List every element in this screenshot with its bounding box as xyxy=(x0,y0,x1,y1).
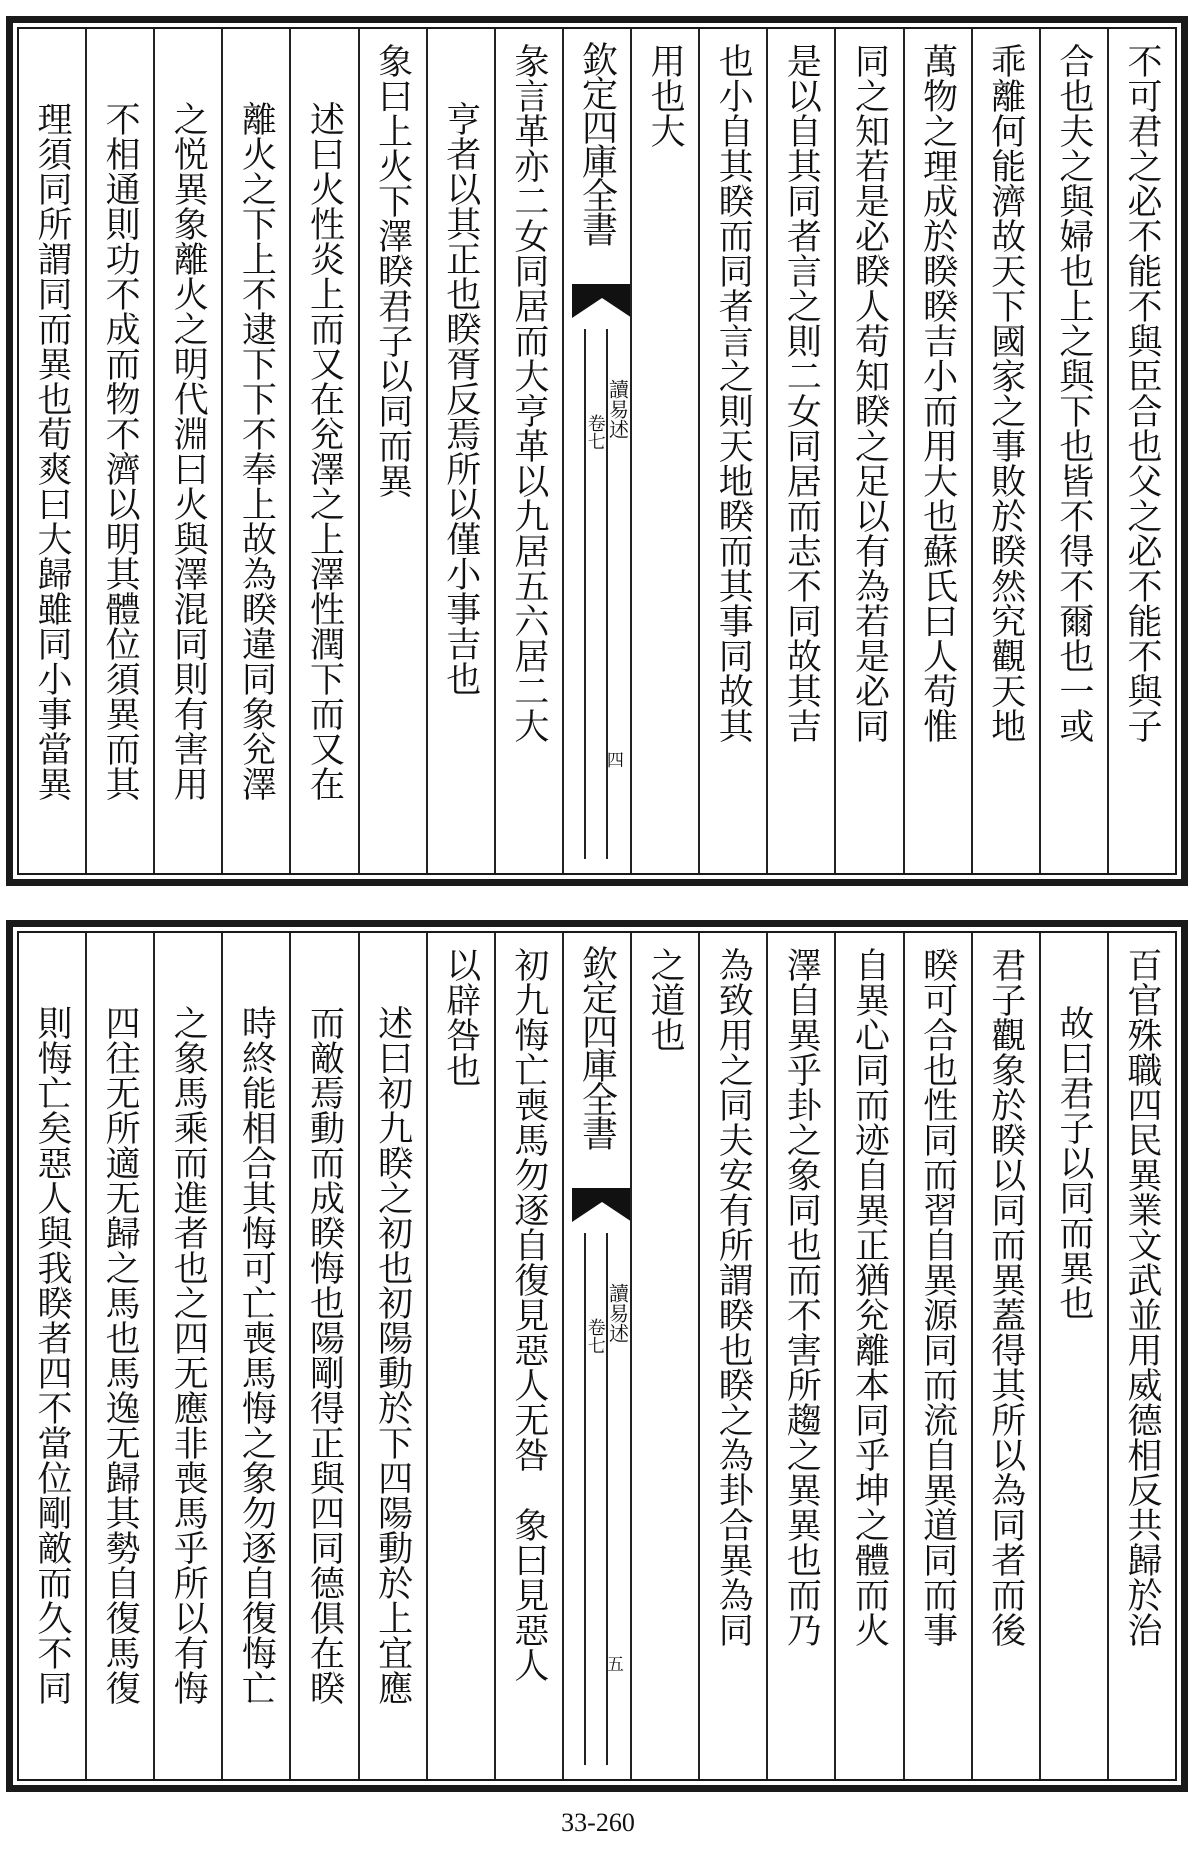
text-column xyxy=(426,933,494,1779)
column-text: 理須同所謂同而異也荀爽曰大歸雖同小事當異 xyxy=(31,101,72,801)
column-text: 離火之下上不逮下下不奉上故為睽違同象兊澤 xyxy=(236,101,277,801)
column-text: 之道也 xyxy=(645,947,686,1052)
column-text: 不相通則功不成而物不濟以明其體位須異而其 xyxy=(100,101,141,801)
center-fold-column xyxy=(562,933,630,1779)
column-text: 述曰火性炎上而又在兊澤之上澤性潤下而又在 xyxy=(304,101,345,801)
text-column xyxy=(698,29,766,873)
fold-rule xyxy=(584,1233,586,1765)
text-column xyxy=(766,933,834,1779)
column-text: 則悔亡矣惡人與我睽者四不當位剛敵而久不同 xyxy=(31,1005,72,1705)
volume-label: 卷七 xyxy=(584,414,606,450)
column-text: 述曰初九睽之初也初陽動於下四陽動於上宜應 xyxy=(372,1005,413,1705)
text-column xyxy=(834,933,902,1779)
column-text: 初九悔亡喪馬勿逐自復見惡人无咎 象曰見惡人 xyxy=(508,947,549,1682)
text-column xyxy=(630,933,698,1779)
book-title: 讀易述 xyxy=(605,1283,630,1343)
text-column xyxy=(358,933,426,1779)
text-column xyxy=(426,29,494,873)
volume-label: 卷七 xyxy=(584,1318,606,1354)
column-text: 彖言革亦二女同居而大亨革以九居五六居二大 xyxy=(508,43,549,743)
text-column xyxy=(698,933,766,1779)
center-fold-column xyxy=(562,29,630,873)
column-text: 百官殊職四民異業文武並用威德相反共歸於治 xyxy=(1121,947,1162,1647)
text-column xyxy=(1039,933,1107,1779)
text-column xyxy=(1107,933,1175,1779)
text-column xyxy=(494,29,562,873)
folio-number: 四 xyxy=(602,751,623,768)
text-column xyxy=(494,933,562,1779)
text-column xyxy=(630,29,698,873)
column-text: 四往无所適无歸之馬也馬逸无歸其勢自復馬復 xyxy=(100,1005,141,1705)
column-text: 之悦異象離火之明代淵曰火與澤混同則有害用 xyxy=(168,101,209,801)
column-text: 萬物之理成於睽睽吉小而用大也蘇氏曰人苟惟 xyxy=(917,43,958,743)
text-column xyxy=(903,933,971,1779)
fold-rule xyxy=(584,329,586,859)
text-column xyxy=(289,29,357,873)
text-column xyxy=(358,29,426,873)
text-column xyxy=(19,933,85,1779)
text-column xyxy=(221,933,289,1779)
column-text: 而敵焉動而成睽悔也陽剛得正與四同德俱在睽 xyxy=(304,1005,345,1705)
bottom-columns xyxy=(19,933,1175,1779)
fishtail-mark-icon xyxy=(572,284,630,318)
column-text: 也小自其睽而同者言之則天地睽而其事同故其 xyxy=(713,43,754,743)
book-series-title: 欽定四庫全書 xyxy=(576,945,618,1149)
column-text: 時終能相合其悔可亡喪馬悔之象勿逐自復悔亡 xyxy=(236,1005,277,1705)
column-text: 用也大 xyxy=(645,43,686,148)
text-column xyxy=(766,29,834,873)
fishtail-mark-icon xyxy=(572,1188,630,1222)
text-column xyxy=(221,29,289,873)
column-text: 合也夫之與婦也上之與下也皆不得不爾也一或 xyxy=(1053,43,1094,743)
column-text: 象曰上火下澤睽君子以同而異 xyxy=(372,43,413,498)
scan-page-number: 33-260 xyxy=(561,1808,635,1837)
column-text: 之象馬乘而進者也之四无應非喪馬乎所以有悔 xyxy=(168,1005,209,1705)
text-column xyxy=(153,29,221,873)
text-column xyxy=(903,29,971,873)
column-text: 不可君之必不能不與臣合也父之必不能不與子 xyxy=(1121,43,1162,743)
column-text: 亨者以其正也睽胥反焉所以僅小事吉也 xyxy=(440,101,481,696)
column-text: 以辟咎也 xyxy=(440,947,481,1087)
text-column xyxy=(1039,29,1107,873)
column-text: 乖離何能濟故天下國家之事敗於睽然究觀天地 xyxy=(985,43,1026,743)
text-column xyxy=(85,29,153,873)
book-series-title: 欽定四庫全書 xyxy=(576,41,618,245)
folio-number: 五 xyxy=(602,1655,623,1672)
text-column xyxy=(19,29,85,873)
column-text: 澤自異乎卦之象同也而不害所趨之異異也而乃 xyxy=(781,947,822,1647)
book-title: 讀易述 xyxy=(605,379,630,439)
top-columns xyxy=(19,29,1175,873)
column-text: 睽可合也性同而習自異源同而流自異道同而事 xyxy=(917,947,958,1647)
top-half-page xyxy=(6,16,1188,886)
column-text: 故曰君子以同而異也 xyxy=(1053,1005,1094,1320)
column-text: 同之知若是必睽人苟知睽之足以有為若是必同 xyxy=(849,43,890,743)
text-column xyxy=(85,933,153,1779)
column-text: 自異心同而迹自異正猶兊離本同乎坤之體而火 xyxy=(849,947,890,1647)
text-column xyxy=(834,29,902,873)
column-text: 為致用之同夫安有所謂睽也睽之為卦合異為同 xyxy=(713,947,754,1647)
text-column xyxy=(1107,29,1175,873)
column-text: 是以自其同者言之則二女同居而志不同故其吉 xyxy=(781,43,822,743)
column-text: 君子觀象於睽以同而異蓋得其所以為同者而後 xyxy=(985,947,1026,1647)
text-column xyxy=(153,933,221,1779)
bottom-half-page xyxy=(6,920,1188,1792)
text-column xyxy=(289,933,357,1779)
text-column xyxy=(971,933,1039,1779)
text-column xyxy=(971,29,1039,873)
